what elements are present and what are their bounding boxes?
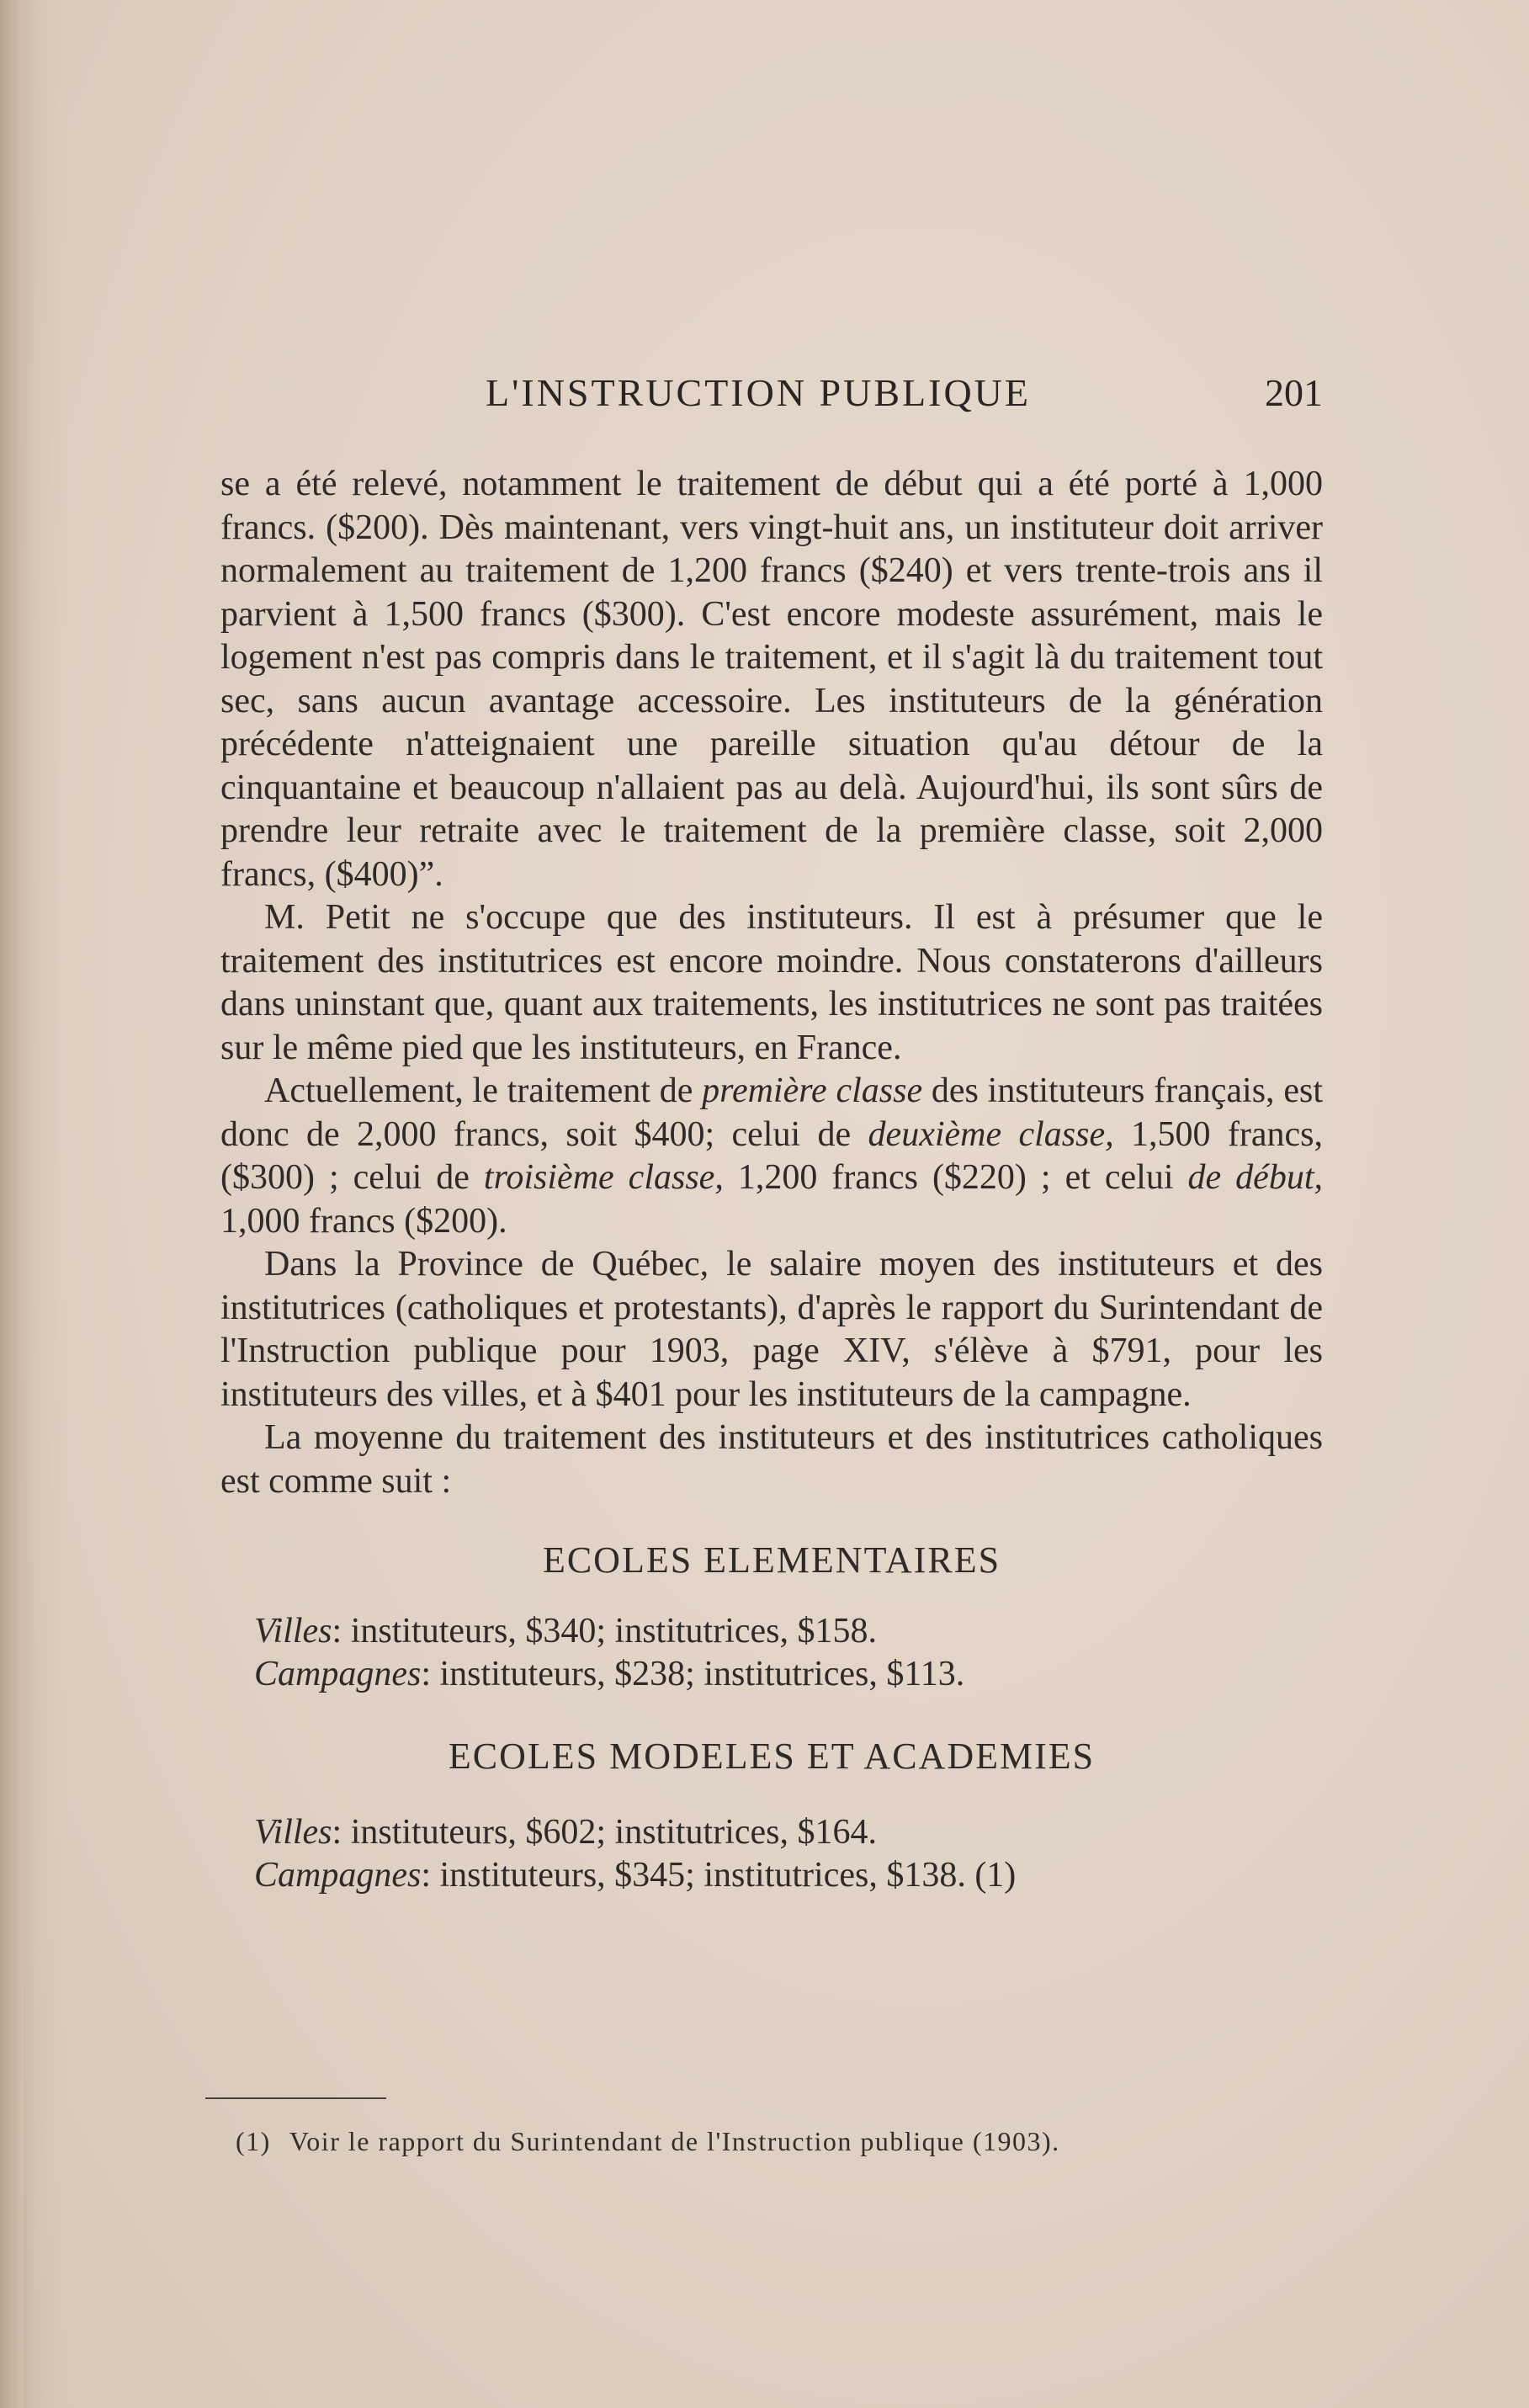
salary-row: [254, 1610, 1323, 1653]
running-title: L'INSTRUCTION PUBLIQUE: [486, 371, 1031, 414]
section-heading-ecoles-elementaires: ECOLES ELEMENTAIRES: [542, 1539, 1001, 1581]
page-header: [220, 370, 1323, 421]
paragraph-4: Dans la Province de Québec, le salaire moyen des instituteurs et des institutrices (catholiques et protestants), d'après le rapport du Surintendant de l'Instruction publique pour 1903, page XIV, s'élève à $791, pour les instituteurs des villes, et à $401 pour les instituteurs de la campagne.: [220, 1245, 1323, 1414]
paragraph-3-part: Actuellement, le traitement de: [264, 1071, 703, 1110]
salary-row-colon: :: [421, 1856, 432, 1895]
paragraph-1: se a été relevé, notamment le traitement de début qui a été porté à 1,000 francs. ($200). Dès maintenant, vers vingt-huit ans, un instituteur doit arriver normalement au traitement de 1,200 francs ($240) et vers trente-trois ans il parvient à 1,500 francs ($300). C'est encore modeste assurément, mais le logement n'est pas compris dans le traitement, et il s'agit là du traitement tout sec, sans aucun avantage accessoire. Les instituteurs de la génération précédente n'atteignaient une pareille situation qu'au détour de la cinquantaine et beaucoup n'allaient pas au delà. Aujourd'hui, ils sont sûrs de prendre leur retraite avec le traitement de la première classe, soit 2,000 francs, ($400)”.: [220, 465, 1323, 894]
salary-row-colon: :: [332, 1612, 342, 1651]
footnote: [236, 2126, 1060, 2157]
salary-row-values: instituteurs, $238; institutrices, $113.: [431, 1655, 965, 1693]
footnote-text: Voir le rapport du Surintendant de l'Instruction publique (1903).: [289, 2126, 1060, 2156]
paragraph-3-part: 1,000 francs ($200).: [220, 1201, 507, 1241]
salary-row-label: Campagnes: [254, 1856, 422, 1895]
paragraph-3-part: des instituteurs français, est donc de 2,000 francs, soit $400; celui de: [220, 1071, 1324, 1154]
salary-row-label: Villes: [254, 1813, 332, 1852]
salary-table-elementaires: [220, 1610, 1323, 1696]
italic-deuxieme-classe: deuxième classe,: [868, 1114, 1114, 1154]
paragraph-5: La moyenne du traitement des instituteurs et des institutrices catholiques est comme suit :: [220, 1418, 1323, 1501]
footnote-divider: [205, 2097, 386, 2099]
paragraph-3-part: 1,200 francs ($220) ; et celui: [723, 1158, 1188, 1197]
italic-de-debut: de début,: [1187, 1158, 1323, 1197]
italic-troisieme-classe: troisième classe,: [483, 1158, 724, 1197]
footnote-marker: (1): [236, 2126, 271, 2156]
salary-row: [254, 1811, 1323, 1854]
salary-row-colon: :: [332, 1813, 342, 1852]
book-spine-shadow: [0, 0, 24, 2408]
salary-row-values: instituteurs, $602; institutrices, $164.: [342, 1813, 878, 1852]
salary-table-modeles: [220, 1811, 1323, 1897]
paragraph-2: M. Petit ne s'occupe que des instituteurs. Il est à présumer que le traitement des institutrices est encore moindre. Nous constaterons d'ailleurs dans uninstant que, quant aux traitements, les institutrices ne sont pas traitées sur le même pied que les instituteurs, en France.: [220, 898, 1323, 1067]
section-heading-ecoles-modeles: ECOLES MODELES ET ACADEMIES: [448, 1736, 1096, 1777]
page-number: 201: [1265, 371, 1323, 414]
paragraph-3: [220, 1070, 1323, 1243]
salary-row: [254, 1653, 1323, 1696]
salary-row-values: instituteurs, $345; institutrices, $138. (1): [431, 1856, 1017, 1895]
salary-row-values: instituteurs, $340; institutrices, $158.: [342, 1612, 878, 1651]
body-text: [220, 463, 1323, 1897]
salary-row-label: Villes: [254, 1612, 332, 1651]
italic-premiere-classe: première classe: [702, 1071, 923, 1110]
salary-row-colon: :: [421, 1655, 432, 1693]
salary-row-label: Campagnes: [254, 1655, 422, 1693]
salary-row: [254, 1854, 1323, 1897]
paragraph-3-part: 1,500 francs, ($300) ; celui de: [220, 1114, 1323, 1197]
